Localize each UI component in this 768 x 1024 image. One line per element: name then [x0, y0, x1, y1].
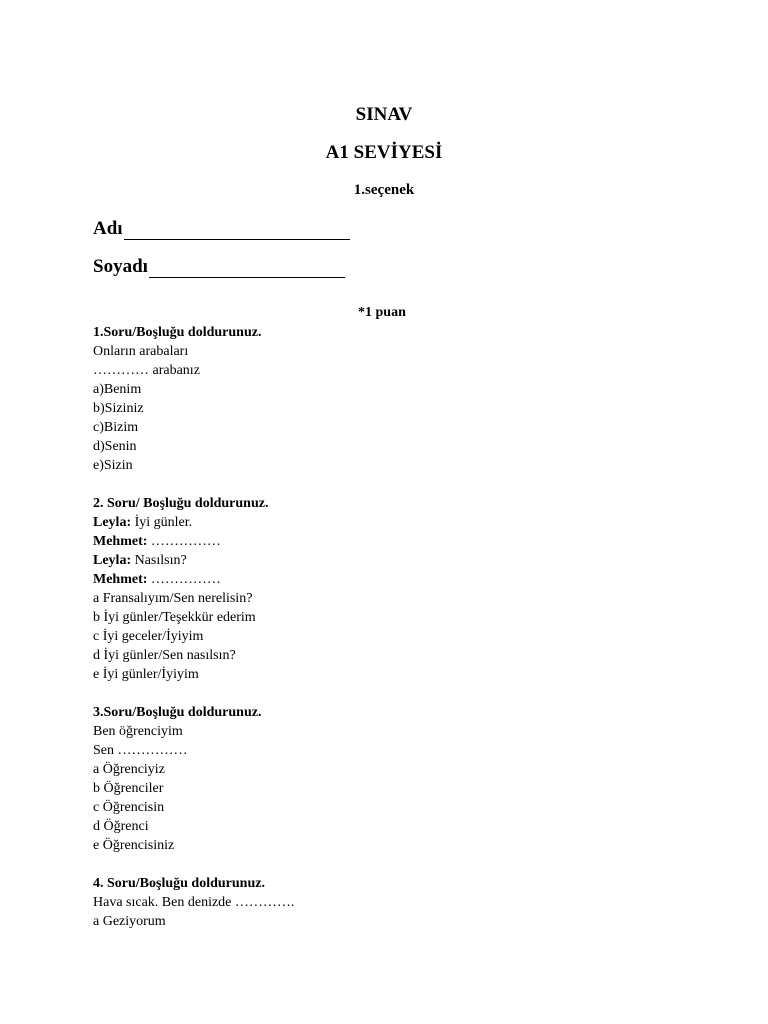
question-4-title: 4. Soru/Boşluğu doldurunuz.: [93, 876, 265, 891]
surname-blank-line: [149, 259, 345, 278]
question-3-option-a: a Öğrenciyiz: [93, 762, 165, 777]
question-1-option-a: a)Benim: [93, 382, 142, 397]
question-1-line: ………… arabanız: [93, 363, 200, 378]
question-2-title: 2. Soru/ Boşluğu doldurunuz.: [93, 496, 269, 511]
question-2-option-c: c İyi geceler/İyiyim: [93, 629, 204, 644]
dialog-speaker: Leyla:: [93, 553, 132, 568]
question-2-option-e: e İyi günler/İyiyim: [93, 667, 199, 682]
question-3-title: 3.Soru/Boşluğu doldurunuz.: [93, 705, 262, 720]
dialog-line: [93, 532, 294, 551]
name-blank-line: [124, 221, 350, 240]
exam-option: 1.seçenek: [353, 182, 415, 198]
question-3-line: Ben öğrenciyim: [93, 724, 183, 739]
dialog-line: [93, 570, 294, 589]
question-1-option-c: c)Bizim: [93, 420, 139, 435]
dialog-text: Nasılsın?: [131, 553, 187, 568]
dialog-text: İyi günler.: [131, 515, 193, 530]
question-1-option-e: e)Sizin: [93, 458, 133, 473]
dialog-line: [93, 513, 294, 532]
question-2-option-a: a Fransalıyım/Sen nerelisin?: [93, 591, 253, 606]
exam-level: A1 SEVİYESİ: [325, 142, 443, 163]
points-note: *1 puan: [358, 305, 406, 320]
surname-label: Soyadı: [93, 256, 148, 277]
dialog-text: ……………: [147, 572, 221, 587]
question-3-option-c: c Öğrencisin: [93, 800, 165, 815]
question-2-option-d: d İyi günler/Sen nasılsın?: [93, 648, 236, 663]
name-label: Adı: [93, 218, 123, 239]
exam-title: SINAV: [355, 104, 413, 125]
dialog-speaker: Leyla:: [93, 515, 132, 530]
question-3-option-e: e Öğrencisiniz: [93, 838, 175, 853]
question-1-line: Onların arabaları: [93, 344, 189, 359]
name-field: [93, 218, 350, 240]
dialog-text: ……………: [147, 534, 221, 549]
question-1: [93, 323, 294, 475]
question-3-option-d: d Öğrenci: [93, 819, 149, 834]
question-2: [93, 494, 294, 684]
question-4-option-a: a Geziyorum: [93, 914, 166, 929]
question-1-title: 1.Soru/Boşluğu doldurunuz.: [93, 325, 262, 340]
question-3: [93, 703, 294, 855]
question-3-option-b: b Öğrenciler: [93, 781, 164, 796]
question-3-line: Sen ……………: [93, 743, 188, 758]
dialog-speaker: Mehmet:: [93, 572, 148, 587]
questions-list: [93, 323, 294, 950]
surname-field: [93, 256, 345, 278]
dialog-speaker: Mehmet:: [93, 534, 148, 549]
question-2-option-b: b İyi günler/Teşekkür ederim: [93, 610, 256, 625]
question-4: [93, 874, 294, 931]
question-1-option-b: b)Siziniz: [93, 401, 144, 416]
question-4-line: Hava sıcak. Ben denizde ………….: [93, 895, 295, 910]
dialog-line: [93, 551, 294, 570]
question-1-option-d: d)Senin: [93, 439, 137, 454]
